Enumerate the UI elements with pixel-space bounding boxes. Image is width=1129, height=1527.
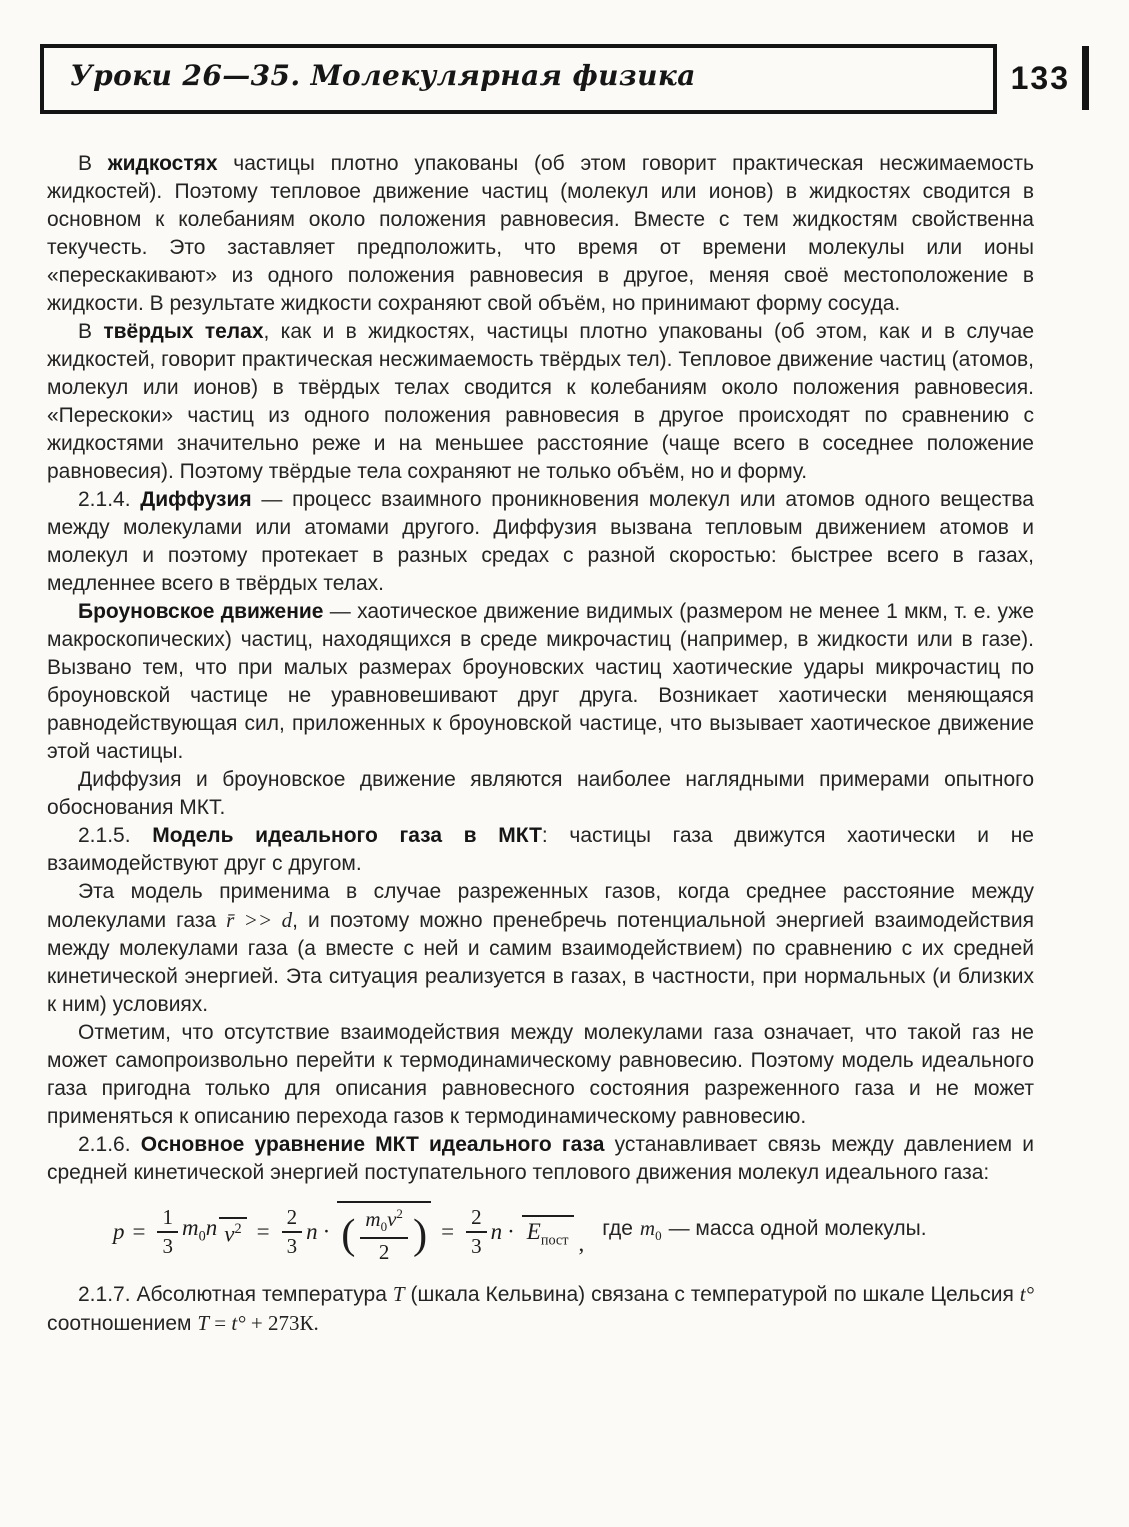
formula-where-clause: где $m_0$ — масса одной молекулы. <box>602 1214 926 1250</box>
fraction-one-third: $\frac{1}{3}$ <box>157 1206 178 1258</box>
text-run: , как и в жидкостях, частицы плотно упакованы (об этом, как и в случае жидкостей, говорит практическая несжимаемость твёрдых тел). Тепловое движение частиц (атомов, молекул или ионов) в твёрдых телах сводится к колебаниям около положения равновесия. «Перескоки» частиц из одного положения равновесия в другое происходят по сравнению с жидкостями значительно реже и на меньшее расстояние (чаще всего в соседнее положение равновесия). Поэтому твёрдые тела сохраняют не только объём, но и форму. <box>47 320 1034 483</box>
text-run: — процесс взаимного проникновения молекул или атомов одного вещества между молекулами или атомами другого. Диффузия вызвана тепловым движением атомов и молекул и поэтому протекает в разных средах с разной скоростью: быстрее всего в газах, медленнее всего в твёрдых телах. <box>47 488 1034 595</box>
var-m0: $m_0$ <box>639 1216 662 1244</box>
text-run: — хаотическое движение видимых (размером не менее 1 мкм, т. е. уже макроскопических) частиц, находящихся в среде микрочастиц (например, в жидкости или в газе). Вызвано тем, что при малых размерах броуновских частиц хаотические удары микрочастиц по броуновской частице не уравновешивают друг друга. Возникает хаотически меняющаяся равнодействующая сил, приложенных к броуновской частице, что вызывает хаотическое движение этой частицы. <box>47 600 1034 763</box>
var-concentration: n <box>306 1219 318 1245</box>
var-pressure: p <box>113 1219 125 1245</box>
text-run: : частицы газа движутся хаотически и не взаимодействуют друг с другом. <box>47 824 1034 875</box>
text-run: Эта модель применима в случае разреженных газов, когда среднее расстояние между молекулами газа <box>47 880 1034 932</box>
equals-sign: = <box>256 1219 270 1245</box>
paragraph-no-interaction-note <box>47 1019 1034 1131</box>
text-run: (шкала Кельвина) связана с температурой по шкале Цельсия <box>404 1282 1020 1306</box>
text-run: частицы плотно упакованы (об этом говорит практическая несжимаемость жидкостей). Поэтому тепловое движение частиц (молекул или ионов) в жидкостях сводится в основном к колебаниям около положения равновесия. Вместе с тем жидкостям свойственна текучесть. Это заставляет предположить, что время от времени молекулы или ионы «перескакивают» из одного положения равновесия в другое, меняя своё местоположение в жидкости. В результате жидкости сохраняют свой объём, но принимают форму сосуда. <box>47 152 1034 315</box>
text-run: Диффузия и броуновское движение являются наиболее наглядными примерами опытного обоснования МКТ. <box>47 768 1034 819</box>
cdot-operator: · <box>507 1219 515 1245</box>
var-T: T <box>197 1310 210 1335</box>
paragraph-ideal-gas-model <box>47 822 1034 878</box>
paragraph-solids <box>47 318 1034 486</box>
var-t-celsius: t° <box>231 1310 246 1335</box>
text-run: соотношением <box>47 1311 198 1335</box>
paragraph-basic-mkt-equation <box>47 1131 1034 1187</box>
left-paren: ( <box>341 1211 356 1259</box>
cdot-operator: · <box>322 1219 331 1245</box>
equals-sign: = <box>132 1219 146 1245</box>
formula-comma: , <box>578 1230 585 1256</box>
term-brownian-motion: Броуновское движение <box>78 600 324 623</box>
term-liquids: жидкостях <box>107 152 218 175</box>
page-header <box>40 44 1089 114</box>
term-ideal-gas-model: Модель идеального газа в МКТ <box>152 824 542 847</box>
var-T: T <box>392 1281 405 1306</box>
text-run: , и поэтому можно пренебречь потенциальной энергией взаимодействия между молекулами газа (а вместе с ней и самим взаимодействием) по сравнению с их средней кинетической энергией. Эта ситуация реализуется в газах, в частности, при нормальных (и близких к ним) условиях. <box>47 909 1034 1016</box>
formula-block <box>113 1201 1034 1264</box>
text-run: устанавливает связь между давлением и средней кинетической энергией поступательного теплового движения молекул идеального газа: <box>47 1133 1035 1184</box>
paragraph-liquids <box>47 150 1034 318</box>
paragraph-diffusion <box>47 486 1034 598</box>
mean-square-velocity: $v^2$ <box>219 1217 246 1248</box>
paragraph-absolute-temperature: 2.1.7. Абсолютная температура T (шкала Кельвина) связана с температурой по шкале Цельсия t° соотношением T = t° + 273К. <box>47 1281 1034 1335</box>
text-run: В <box>78 320 104 343</box>
mean-kinetic-energy-term: ( $\frac{m_0v^2}{2}$ ) <box>337 1201 431 1264</box>
term-diffusion: Диффузия <box>140 488 252 511</box>
var-t-celsius: t° <box>1019 1281 1034 1306</box>
section-number: 2.1.6. <box>78 1133 141 1156</box>
page-number: 133 <box>1010 59 1070 96</box>
header-title: Уроки 26—35. Молекулярная физика <box>70 58 696 92</box>
term-solids: твёрдых телах <box>103 320 264 343</box>
paragraph-mkt-evidence <box>47 766 1034 822</box>
term-basic-mkt-equation: Основное уравнение МКТ идеального газа <box>140 1133 605 1156</box>
var-concentration: n <box>490 1219 503 1245</box>
fraction-two-thirds: $\frac{2}{3}$ <box>466 1206 487 1258</box>
right-paren: ) <box>412 1211 428 1259</box>
inline-math-r-much-greater-d: r̄ >> d <box>226 908 293 932</box>
paragraph-model-applicability <box>47 878 1034 1019</box>
text-run: В <box>78 152 108 175</box>
term-m0n: $m_0n$ <box>181 1215 218 1245</box>
section-number: 2.1.5. <box>78 824 153 847</box>
section-number: 2.1.4. <box>78 488 141 511</box>
text-run: 2.1.7. Абсолютная температура <box>78 1282 393 1306</box>
header-title-box <box>40 44 997 114</box>
fraction-two-thirds: $\frac{2}{3}$ <box>282 1206 303 1258</box>
equals-sign: = <box>441 1219 455 1245</box>
text-run: Отметим, что отсутствие взаимодействия между молекулами газа означает, что такой газ не может самопроизвольно перейти к термодинамическому равновесию. Поэтому модель идеального газа пригодна только для описания равновесного состояния разреженного газа и не может применяться к описанию перехода газов к термодинамическому равновесию. <box>47 1021 1034 1128</box>
paragraph-brownian-motion <box>47 598 1034 766</box>
page-number-box <box>997 46 1089 110</box>
mean-translational-energy: $E_{пост}$ <box>522 1215 574 1249</box>
page-content <box>47 150 1034 1338</box>
